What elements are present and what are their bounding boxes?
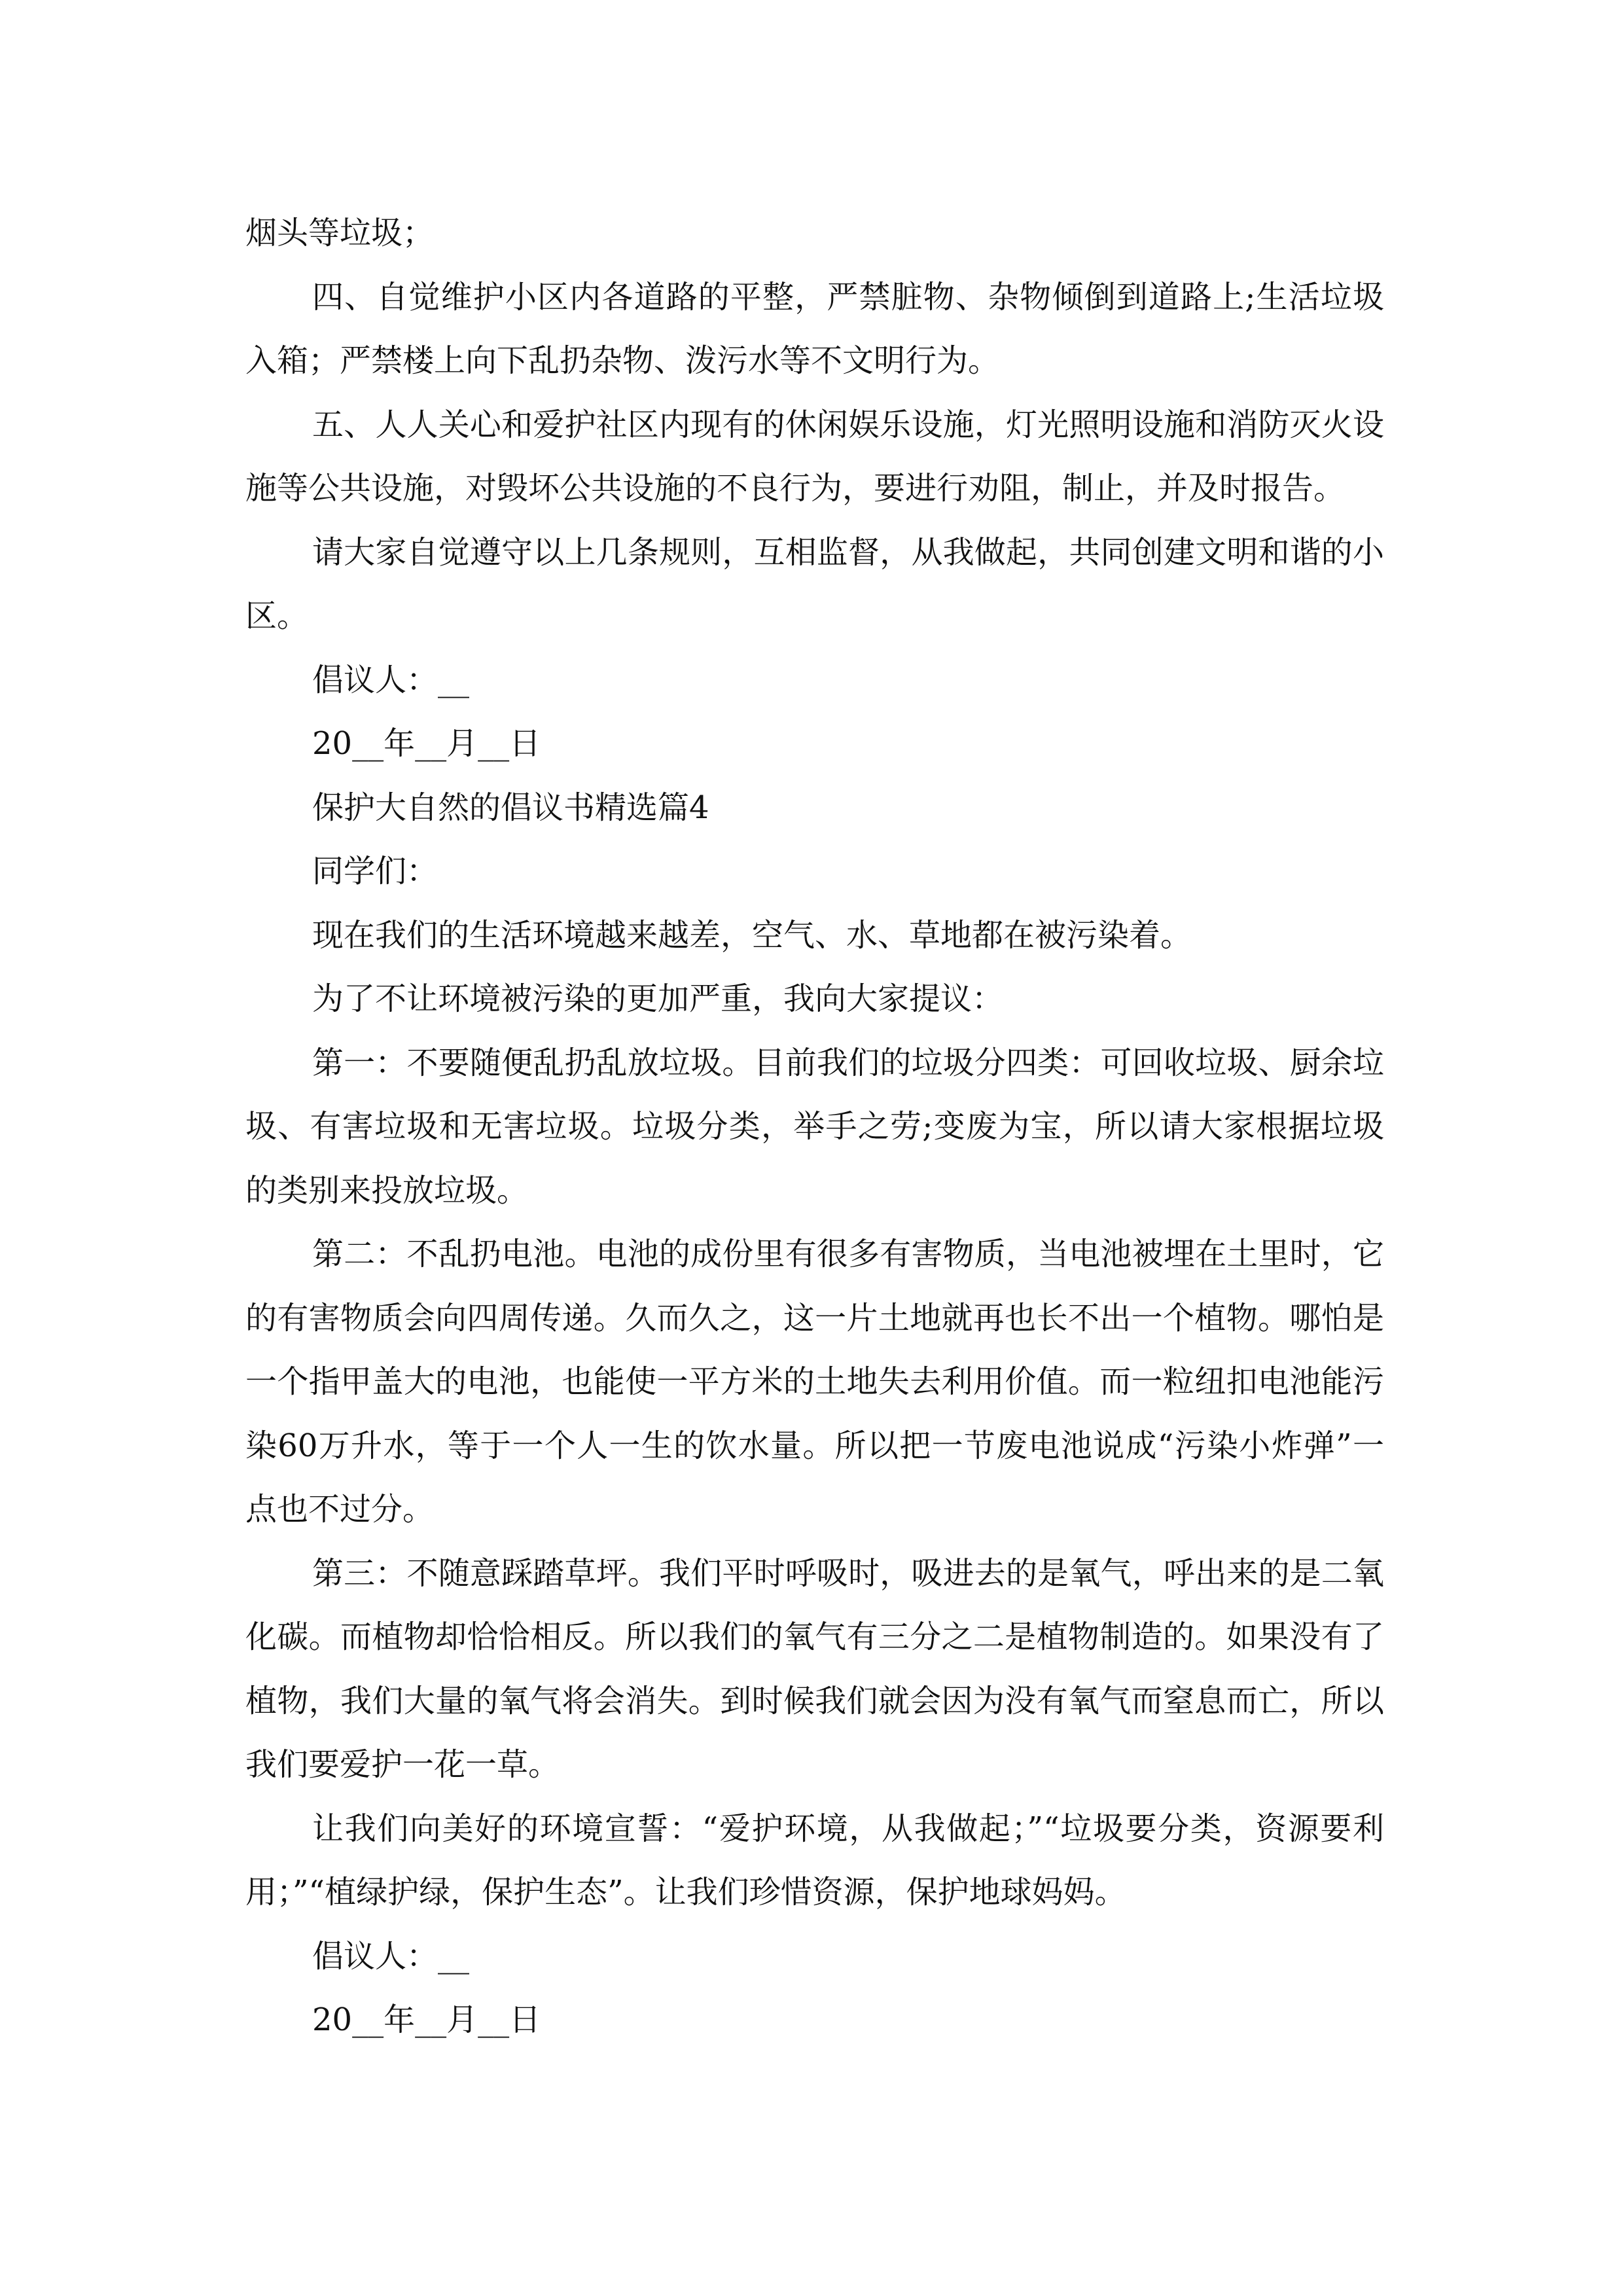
paragraph-item-five: 五、人人关心和爱护社区内现有的休闲娱乐设施，灯光照明设施和消防灭火设施等公共设施，对毁坏公共设施的不良行为，要进行劝阻，制止，并及时报告。 bbox=[245, 406, 1384, 507]
salutation: 同学们： bbox=[312, 853, 438, 889]
signature-line: 倡议人：__ bbox=[312, 1937, 470, 1975]
paragraph-continuation: 烟头等垃圾； bbox=[245, 215, 435, 251]
paragraph-third-point: 第三：不随意踩踏草坪。我们平时呼吸时，吸进去的是氧气，呼出来的是二氧化碳。而植物却恰恰相反。所以我们的氧气有三分之二是植物制造的。如果没有了植物，我们大量的氧气将会消失。到时候我们就会因为没有氧气而窒息而亡，所以我们要爱护一花一草。 bbox=[245, 1554, 1384, 1783]
signature-line: 倡议人：__ bbox=[312, 661, 470, 698]
section-title: 保护大自然的倡议书精选篇4 bbox=[312, 789, 709, 826]
paragraph-proposal: 为了不让环境被污染的更加严重，我向大家提议： bbox=[312, 980, 1004, 1017]
document-body bbox=[245, 202, 1384, 2053]
date-line: 20__年__月__日 bbox=[312, 725, 541, 762]
paragraph-second-point: 第二：不乱扔电池。电池的成份里有很多有害物质，当电池被埋在土里时，它的有害物质会向四周传递。久而久之，这一片土地就再也长不出一个植物。哪怕是一个指甲盖大的电池，也能使一平方米的土地失去利用价值。而一粒纽扣电池能污染60万升水，等于一个人一生的饮水量。所以把一节废电池说成“污染小炸弹”一点也不过分。 bbox=[245, 1236, 1384, 1528]
paragraph-first-point: 第一：不要随便乱扔乱放垃圾。目前我们的垃圾分四类：可回收垃圾、厨余垃圾、有害垃圾和无害垃圾。垃圾分类，举手之劳;变废为宝，所以请大家根据垃圾的类别来投放垃圾。 bbox=[245, 1044, 1384, 1209]
paragraph-pledge: 让我们向美好的环境宣誓：“爱护环境，从我做起；”“垃圾要分类，资源要利用；”“植绿护绿，保护生态”。让我们珍惜资源，保护地球妈妈。 bbox=[245, 1810, 1384, 1910]
paragraph-item-four: 四、自觉维护小区内各道路的平整，严禁脏物、杂物倾倒到道路上;生活垃圾入箱；严禁楼上向下乱扔杂物、泼污水等不文明行为。 bbox=[245, 278, 1384, 379]
paragraph-intro: 现在我们的生活环境越来越差，空气、水、草地都在被污染着。 bbox=[312, 916, 1192, 954]
paragraph-appeal: 请大家自觉遵守以上几条规则，互相监督，从我做起，共同创建文明和谐的小区。 bbox=[245, 533, 1384, 634]
date-line: 20__年__月__日 bbox=[312, 2001, 541, 2038]
